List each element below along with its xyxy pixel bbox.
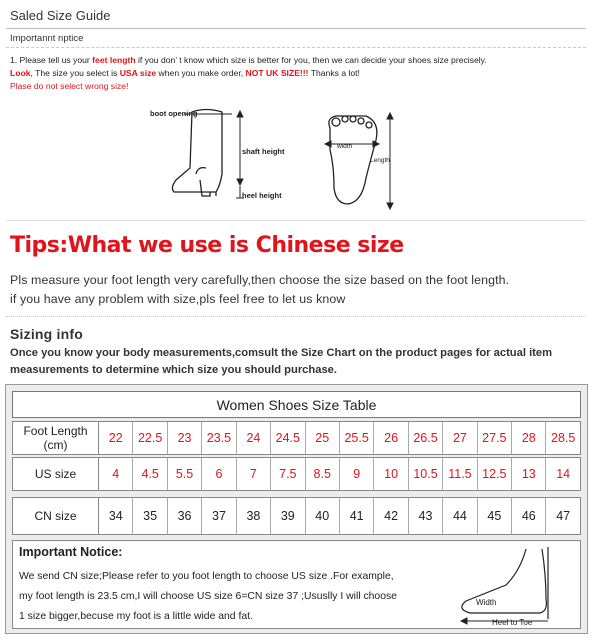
subtitle-divider [6, 47, 586, 48]
us-size-cells [99, 458, 580, 490]
us-size-cell: 4.5 [133, 458, 167, 490]
foot-length-label-line-1: Foot Length [23, 424, 88, 438]
us-size-cell: 12.5 [478, 458, 512, 490]
foot-length-cell: 25.5 [340, 422, 374, 454]
tips-line-1: Pls measure your foot length very carefully,then choose the size based on the foot length. [10, 273, 510, 287]
heel-to-toe-label: Heel to Toe [492, 618, 533, 627]
cn-size-cell: 41 [340, 498, 374, 534]
order-notes [10, 54, 585, 93]
us-size-cell: 4 [99, 458, 133, 490]
measurement-illustration [140, 100, 470, 215]
foot-length-cell: 26.5 [409, 422, 443, 454]
cn-size-cell: 34 [99, 498, 133, 534]
size-table [5, 384, 588, 634]
note-highlight-feet-length: feet length [92, 55, 136, 65]
boot-opening-label: boot opening [150, 109, 198, 118]
size-table-title: Women Shoes Size Table [12, 391, 581, 418]
foot-length-cell: 28 [512, 422, 546, 454]
foot-width-label: width [337, 143, 353, 150]
foot-length-cell: 27.5 [478, 422, 512, 454]
foot-length-cell: 24.5 [271, 422, 305, 454]
sizing-info-heading: Sizing info [10, 326, 83, 342]
us-size-cell: 11.5 [443, 458, 477, 490]
cn-size-cell: 47 [556, 509, 571, 523]
foot-length-cell: 23 [168, 422, 202, 454]
foot-length-cell: 27 [443, 422, 477, 454]
heel-height-label: heel height [242, 191, 282, 200]
header-divider [6, 28, 586, 29]
cn-size-cell: 44 [443, 498, 477, 534]
row-label-foot-length [13, 422, 99, 454]
cn-size-cells [99, 498, 580, 534]
width-label: Width [476, 598, 497, 607]
notice-title: Important Notice: [19, 545, 123, 559]
cn-size-cell: 45 [478, 498, 512, 534]
cn-size-cell: 36 [168, 498, 202, 534]
us-size-cell: 9 [340, 458, 374, 490]
us-size-cell: 7 [237, 458, 271, 490]
table-row-us-size [12, 457, 581, 491]
foot-side-outline [462, 547, 548, 619]
note-text: when you make order, [156, 68, 246, 78]
notice-body [19, 567, 449, 627]
section-divider [6, 220, 586, 221]
foot-length-cell: 24 [237, 422, 271, 454]
us-size-cell: 8.5 [306, 458, 340, 490]
foot-length-label-line-2: (cm) [43, 438, 68, 452]
note-highlight-not-uk: NOT UK SIZE!!! [245, 68, 309, 78]
page-title: Saled Size Guide [10, 8, 111, 23]
us-size-cell: 10 [374, 458, 408, 490]
note-text: 1. Please tell us your [10, 55, 93, 65]
foot-length-cell: 28.5 [551, 431, 576, 445]
note-text: , The size you select is [30, 68, 120, 78]
us-size-cell: 5.5 [168, 458, 202, 490]
section-divider [6, 316, 586, 317]
us-size-cell: 13 [512, 458, 546, 490]
foot-length-cell: 23.5 [202, 422, 236, 454]
header [0, 0, 592, 48]
table-row-cn-size [12, 497, 581, 535]
tips-heading: Tips:What we use is Chinese size [10, 233, 404, 258]
cn-size-cell: 46 [512, 498, 546, 534]
notice-line-2: my foot length is 23.5 cm,I will choose US size 6=CN size 37 ;Ususlly I will choose [19, 591, 397, 602]
cn-size-cell: 35 [133, 498, 167, 534]
us-size-cell: 10.5 [409, 458, 443, 490]
boot-drawing [172, 110, 222, 197]
table-row-foot-length [12, 421, 581, 455]
note-line-3: Plase do not select wrong size! [10, 81, 129, 91]
note-text: Thanks a lot! [308, 68, 360, 78]
important-notice [12, 540, 581, 629]
note-highlight-usa-size: USA size [119, 68, 157, 78]
foot-length-cell: 22 [99, 422, 133, 454]
cn-size-cell: 43 [409, 498, 443, 534]
foot-length-cell: 26 [374, 422, 408, 454]
cn-size-cell: 39 [271, 498, 305, 534]
sizing-info-text: Once you know your body measurements,comsult the Size Chart on the product pages for actual item measurements to determine which size you should purchase. [10, 347, 553, 376]
us-size-cell: 14 [556, 467, 571, 481]
foot-side-illustration [446, 545, 576, 629]
row-label-us-size: US size [13, 458, 99, 490]
note-line-2 [10, 67, 585, 80]
shaft-height-label: shaft height [242, 147, 285, 156]
notice-line-1: We send CN size;Please refer to you foot length to choose US size .For example, [19, 571, 394, 582]
page-subtitle: Importannt nptice [10, 33, 84, 44]
us-size-cell: 6 [202, 458, 236, 490]
row-label-cn-size: CN size [13, 498, 99, 534]
foot-length-cells [99, 422, 580, 454]
foot-length-cell: 22.5 [133, 422, 167, 454]
foot-length-label: Length [370, 157, 390, 164]
cn-size-cell: 40 [306, 498, 340, 534]
notice-line-3: 1 size bigger,becuse my foot is a little wide and fat. [19, 611, 253, 622]
note-line-1 [10, 54, 585, 67]
note-text: if you don’ t know which size is better for you, then we can decide your shoes size precisely. [135, 55, 487, 65]
cn-size-cell: 42 [374, 498, 408, 534]
us-size-cell: 7.5 [271, 458, 305, 490]
tips-line-2: if you have any problem with size,pls feel free to let us know [10, 292, 346, 306]
tips-text [10, 271, 509, 309]
note-highlight-look: Look [10, 68, 31, 78]
foot-length-cell: 25 [306, 422, 340, 454]
cn-size-cell: 38 [237, 498, 271, 534]
cn-size-cell: 37 [202, 498, 236, 534]
